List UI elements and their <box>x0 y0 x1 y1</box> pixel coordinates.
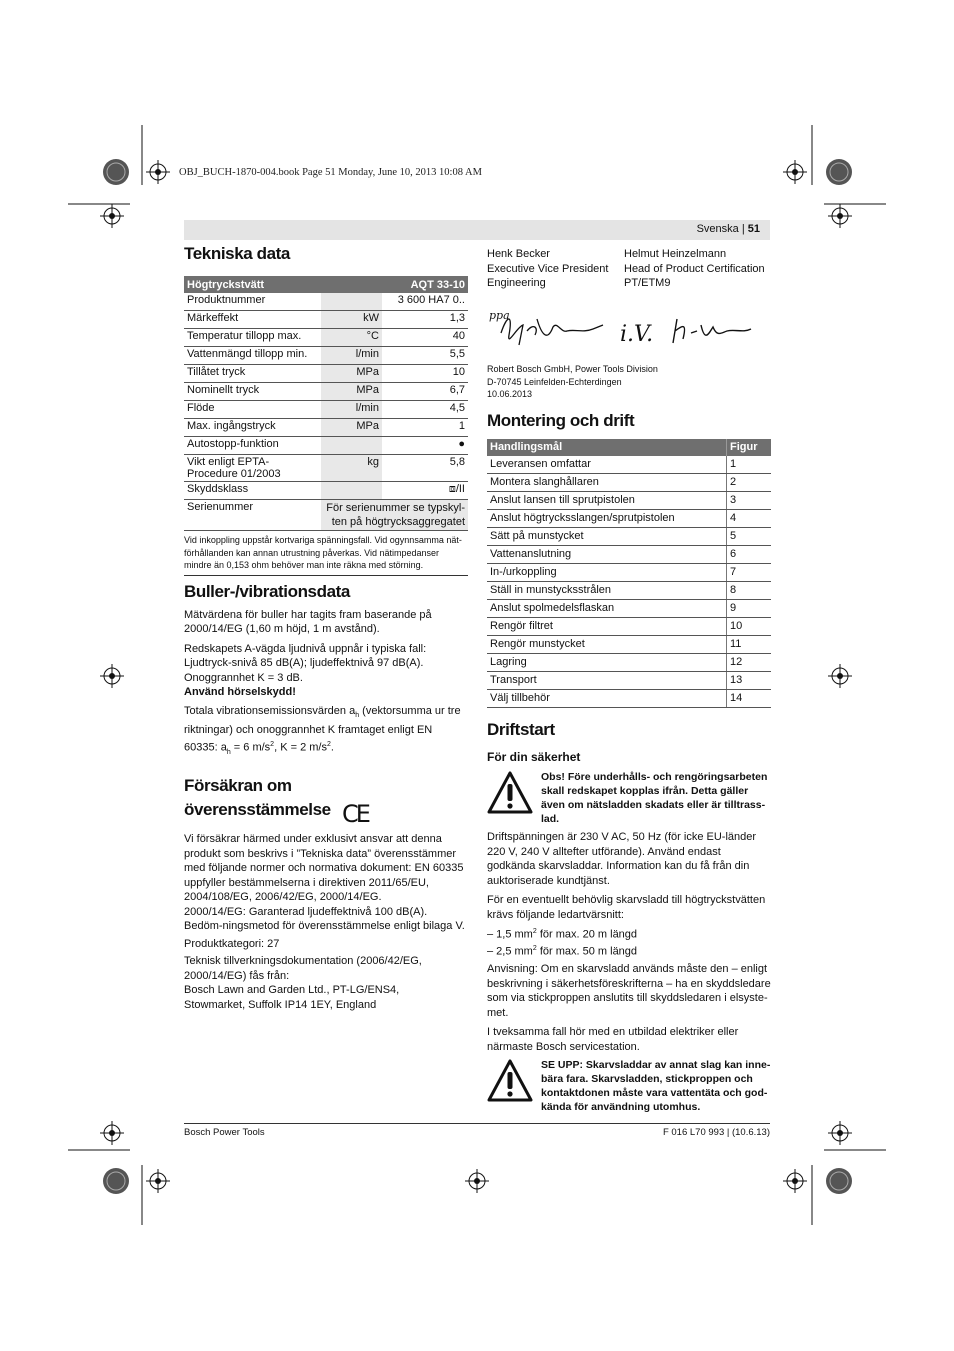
table-row <box>487 617 771 635</box>
table-row <box>184 311 468 329</box>
spec-label: Flöde <box>184 401 321 419</box>
spec-unit: MPa <box>321 419 382 437</box>
spec-value: 5,8 <box>382 455 468 482</box>
figure-number: 5 <box>727 527 772 545</box>
warning-2 <box>487 1058 771 1114</box>
page-number: 51 <box>747 223 760 235</box>
table-row <box>487 563 771 581</box>
serial-value: För serienummer se typskyl-ten på högtrycksaggregatet <box>321 500 468 531</box>
conformity-p5: Bosch Lawn and Garden Ltd., PT-LG/ENS4, <box>184 984 400 997</box>
cable-item-1-sup: 2 <box>532 928 537 935</box>
address-company: Robert Bosch GmbH, Power Tools Division <box>487 364 658 374</box>
figure-number: 4 <box>727 509 772 527</box>
startup-p3: Anvisning: Om en skarvsladd används måste den – enligt beskrivning i säkerhetsföreskrifterna – ha en skyddsledare som via stickproppen anslutits till skyddsledaren i elsyste-met. <box>487 963 771 1019</box>
cable-item-1-post: för max. 20 m längd <box>536 928 638 941</box>
noise-p4-sub: h <box>355 711 360 719</box>
assembly-header <box>487 439 771 456</box>
separator: | <box>738 223 748 235</box>
table-row <box>487 456 771 474</box>
figure-number: 10 <box>727 617 772 635</box>
table-row <box>487 545 771 563</box>
action-goal: Välj tillbehör <box>487 689 727 707</box>
spec-label: Vikt enligt EPTA-Procedure 01/2003 <box>184 455 321 482</box>
table-row <box>487 527 771 545</box>
spec-unit: kg <box>321 455 382 482</box>
spec-value: 1 <box>382 419 468 437</box>
figure-number: 2 <box>727 473 772 491</box>
startup-p1: Driftspänningen är 230 V AC, 50 Hz (för icke EU-länder 220 V, 240 V alltefter utförande). Använd endast godkända skarvsladdar. Information kan du få från din auktoriserade kundtjänst. <box>487 831 757 887</box>
address-city: D-70745 Leinfelden-Echterdingen <box>487 376 622 387</box>
print-header: OBJ_BUCH-1870-004.book Page 51 Monday, June 10, 2013 10:08 AM <box>179 167 482 178</box>
action-goal: Rengör munstycket <box>487 635 727 653</box>
action-goal: Transport <box>487 671 727 689</box>
conformity-p3: Produktkategori: 27 <box>184 937 280 950</box>
startup-p4: I tveksamma fall hör med en utbildad elektriker eller närmaste Bosch servicestation. <box>487 1026 739 1053</box>
spec-unit <box>321 482 382 500</box>
right-column <box>487 247 771 1114</box>
startup-p2: För en eventuellt behövlig skarvsladd till högtryckstvätten krävs följande ledartvärsnitt: <box>487 894 766 921</box>
action-goal: Anslut högtrycksslangen/sprutpistolen <box>487 509 727 527</box>
spec-value: 5,5 <box>382 347 468 365</box>
noise-p4-sup: 2 <box>270 740 275 748</box>
table-row <box>184 419 468 437</box>
action-goal: Anslut lansen till sprutpistolen <box>487 491 727 509</box>
language-label: Svenska <box>696 223 739 235</box>
spec-value: 1,3 <box>382 311 468 329</box>
cable-list-item <box>487 925 771 942</box>
table-row <box>184 383 468 401</box>
figure-number: 14 <box>727 689 772 707</box>
signature-left-prefix: ppa <box>489 309 510 322</box>
spec-label: Max. ingångstryck <box>184 419 321 437</box>
ce-mark: CE <box>342 800 368 829</box>
action-goal: Sätt på munstycket <box>487 527 727 545</box>
conformity-p1: Vi försäkrar härmed under exklusivt ansvar att denna produkt som beskrivs i ”Tekniska data” överensstämmer med följande normer och normativa dokument: EN 60335 uppfyller bestämmelserna i direktiven 2011/65/EU, 2004/108/EG, 2006/42/EG, 2000/14/EG. <box>184 833 464 904</box>
spec-label: Produktnummer <box>184 293 321 311</box>
table-row <box>487 473 771 491</box>
figure-number: 8 <box>727 581 772 599</box>
figure-number: 1 <box>727 456 772 474</box>
warning-1 <box>487 770 771 826</box>
spec-label: Nominellt tryck <box>184 383 321 401</box>
action-goal: Ställ in munstycksstrålen <box>487 581 727 599</box>
spec-value: 40 <box>382 329 468 347</box>
spec-unit: MPa <box>321 383 382 401</box>
figure-number: 12 <box>727 653 772 671</box>
table-row <box>184 365 468 383</box>
spec-unit: l/min <box>321 347 382 365</box>
figure-number: 9 <box>727 599 772 617</box>
noise-p2: Redskapets A-vägda ljudnivå uppnår i typiska fall: Ljudtryck-snivå 85 dB(A); ljudeffektnivå 97 dB(A). Onoggrannhet K = 3 dB. <box>184 642 427 684</box>
figure-number: 11 <box>727 635 772 653</box>
spec-value: ⧈/II <box>382 482 468 500</box>
conformity-p4: Teknisk tillverkningsdokumentation (2006/42/EG, 2000/14/EG) fås från: <box>184 955 422 982</box>
page-indicator <box>697 223 760 235</box>
noise-p3: Använd hörselskydd! <box>184 686 296 698</box>
assembly-header-figure: Figur <box>727 439 772 456</box>
noise-p4 <box>184 704 468 761</box>
signatory-left-name: Henk Becker <box>487 248 550 260</box>
noise-heading: Buller-/vibrationsdata <box>184 581 350 601</box>
signatory-left-dept: Engineering <box>487 277 546 289</box>
assembly-heading: Montering och drift <box>487 410 635 430</box>
address-date: 10.06.2013 <box>487 389 533 399</box>
spec-unit: kW <box>321 311 382 329</box>
action-goal: Leveransen omfattar <box>487 456 727 474</box>
table-row <box>487 671 771 689</box>
header-model: AQT 33-10 <box>382 276 468 293</box>
noise-p4-b: (vektorsumma ur tre riktningar) och onoggrannhet K framtaget enligt EN 60335: a <box>184 704 461 754</box>
table-row <box>184 500 468 531</box>
conformity-heading <box>184 774 468 829</box>
signatory-right <box>624 247 765 291</box>
figure-number: 3 <box>727 491 772 509</box>
spec-label: Vattenmängd tillopp min. <box>184 347 321 365</box>
spec-value: 6,7 <box>382 383 468 401</box>
figure-number: 7 <box>727 563 772 581</box>
conformity-p6: Stowmarket, Suffolk IP14 1EY, England <box>184 998 377 1011</box>
signature-right-prefix: i.V. <box>620 322 654 347</box>
signatures <box>487 303 771 361</box>
table-row <box>184 455 468 482</box>
table-header <box>184 276 468 293</box>
spec-label: Temperatur tillopp max. <box>184 329 321 347</box>
spec-value: 10 <box>382 365 468 383</box>
spec-unit: l/min <box>321 401 382 419</box>
figure-number: 13 <box>727 671 772 689</box>
serial-label: Serienummer <box>184 500 321 531</box>
action-goal: Anslut spolmedelsflaskan <box>487 599 727 617</box>
table-row <box>184 437 468 455</box>
table-row <box>184 401 468 419</box>
table-row <box>487 581 771 599</box>
spec-label: Skyddsklass <box>184 482 321 500</box>
action-goal: Montera slanghållaren <box>487 473 727 491</box>
tech-footnote: Vid inkoppling uppstår kortvariga spänningsfall. Vid ogynnsamma nät-förhållanden kan annan utrustning påverkas. Vid nätimpedanser mindre än 0,153 ohm behöver man inte räkna med störning. <box>184 534 468 576</box>
assembly-header-goal: Handlingsmål <box>487 439 727 456</box>
conformity-heading-line2: överensstämmelse <box>184 800 331 820</box>
signature-right <box>673 319 751 343</box>
cable-item-2-pre: – 2,5 mm <box>487 945 533 958</box>
warning-2-text: SE UPP: Skarvsladdar av annat slag kan inne-bära fara. Skarvsladden, stickproppen och kontaktdonen måste vara vattentäta och god-kända för användning utomhus. <box>541 1059 771 1114</box>
spec-unit <box>321 293 382 311</box>
table-row <box>487 689 771 707</box>
table-row <box>487 509 771 527</box>
tech-data-table <box>184 276 468 531</box>
conformity-heading-line1: Försäkran om <box>184 776 292 796</box>
table-row <box>184 347 468 365</box>
table-row <box>487 653 771 671</box>
signature-left <box>501 319 603 345</box>
warning-1-text: Obs! Före underhålls- och rengöringsarbeten skall redskapet kopplas ifrån. Detta gäller även om nätsladden skadats eller är tilltrass-lad. <box>541 771 768 825</box>
assembly-table <box>487 439 771 708</box>
spec-unit: MPa <box>321 365 382 383</box>
warning-triangle-icon <box>487 770 533 816</box>
noise-p4-sub2: h <box>226 748 231 756</box>
warning-triangle-icon <box>487 1058 533 1104</box>
tech-data-heading: Tekniska data <box>184 244 290 263</box>
table-row <box>487 491 771 509</box>
spec-label: Autostopp-funktion <box>184 437 321 455</box>
signatory-right-title: Head of Product Certification <box>624 262 765 275</box>
footer-right: F 016 L70 993 | (10.6.13) <box>662 1127 770 1138</box>
cable-list <box>487 925 771 959</box>
table-row <box>487 635 771 653</box>
noise-p4-a: Totala vibrationsemissionsvärden a <box>184 704 356 717</box>
top-bar <box>184 220 770 240</box>
spec-unit: °C <box>321 329 382 347</box>
noise-p4-sup2: 2 <box>326 740 331 748</box>
spec-label: Märkeffekt <box>184 311 321 329</box>
spec-value: 3 600 HA7 0.. <box>382 293 468 311</box>
signatory-right-dept: PT/ETM9 <box>624 277 671 289</box>
cable-item-2-post: för max. 50 m längd <box>536 945 638 958</box>
startup-heading: Driftstart <box>487 719 555 739</box>
footer-left: Bosch Power Tools <box>184 1127 265 1138</box>
table-row <box>184 293 468 311</box>
cable-item-2-sup: 2 <box>532 945 537 953</box>
header-label: Högtryckstvätt <box>184 276 382 293</box>
signatory-right-name: Helmut Heinzelmann <box>624 248 727 260</box>
noise-p1: Mätvärdena för buller har tagits fram baserande på 2000/14/EG (1,60 m höjd, 1 m avstånd). <box>184 608 432 635</box>
address-block <box>487 363 771 401</box>
table-row <box>487 599 771 617</box>
left-column <box>184 244 468 1012</box>
noise-p4-d: , K = 2 m/s <box>274 741 327 754</box>
spec-value: ● <box>382 437 468 455</box>
noise-p4-c: = 6 m/s <box>230 741 271 754</box>
signatory-left-title: Executive Vice President <box>487 262 609 275</box>
action-goal: Vattenanslutning <box>487 545 727 563</box>
table-row <box>184 329 468 347</box>
signatory-left <box>487 247 608 291</box>
figure-number: 6 <box>727 545 772 563</box>
noise-p4-e: . <box>330 741 334 754</box>
spec-label: Tillåtet tryck <box>184 365 321 383</box>
action-goal: Rengör filtret <box>487 617 727 635</box>
cable-list-item <box>487 942 771 959</box>
conformity-p2: 2000/14/EG: Garanterad ljudeffektnivå 100 dB(A). Bedöm-ningsmetod för överensstämmelse enligt bilaga V. <box>184 905 465 933</box>
table-row <box>184 482 468 500</box>
footer-rule <box>184 1123 770 1124</box>
cable-item-1-pre: – 1,5 mm <box>487 928 533 941</box>
signatories <box>487 247 771 295</box>
spec-unit <box>321 437 382 455</box>
action-goal: Lagring <box>487 653 727 671</box>
safety-subheading: För din säkerhet <box>487 749 581 764</box>
action-goal: In-/urkoppling <box>487 563 727 581</box>
spec-value: 4,5 <box>382 401 468 419</box>
